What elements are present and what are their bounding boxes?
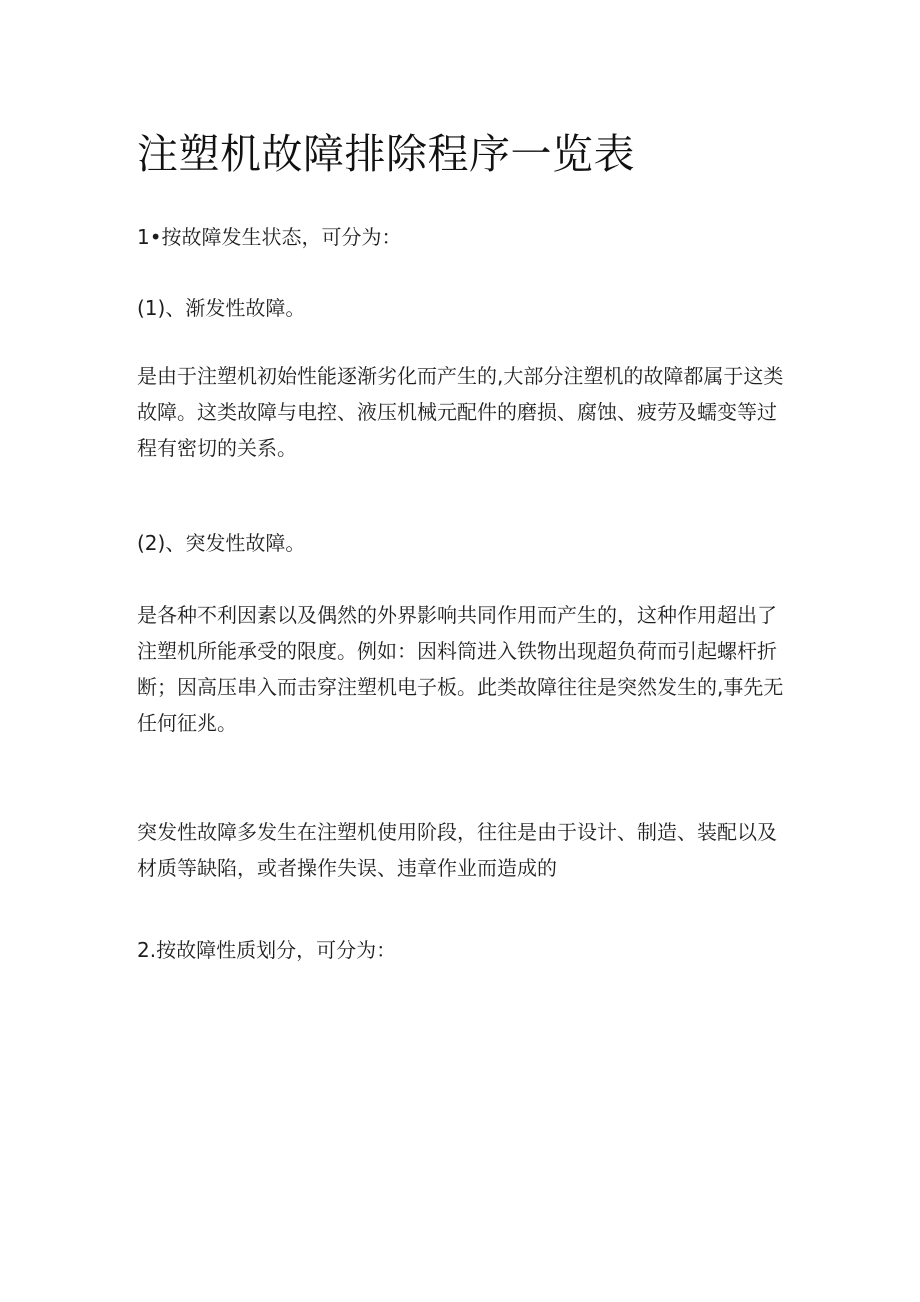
subheading-sudden-fault: (2)、突发性故障。: [137, 531, 306, 555]
section-heading-by-nature: 2.按故障性质划分，可分为：: [137, 938, 397, 962]
paragraph-sudden-fault-causes: 突发性故障多发生在注塑机使用阶段，往往是由于设计、制造、装配以及材质等缺陷，或者操作失误、违章作业而造成的: [137, 820, 777, 880]
section-heading-by-state: 1•按故障发生状态，可分为：: [137, 225, 402, 249]
paragraph-gradual-fault-description: 是由于注塑机初始性能逐渐劣化而产生的,大部分注塑机的故障都属于这类故障。这类故障与电控、液压机械元配件的磨损、腐蚀、疲劳及蠕变等过程有密切的关系。: [137, 364, 784, 460]
page-title: 注塑机故障排除程序一览表: [137, 130, 635, 178]
subheading-gradual-fault: (1)、渐发性故障。: [137, 296, 306, 320]
paragraph-sudden-fault-description: 是各种不利因素以及偶然的外界影响共同作用而产生的，这种作用超出了注塑机所能承受的限度。例如：因料筒进入铁物出现超负荷而引起螺杆折断；因高压串入而击穿注塑机电子板。此类故障往往是突然发生的,事先无任何征兆。: [137, 603, 784, 735]
